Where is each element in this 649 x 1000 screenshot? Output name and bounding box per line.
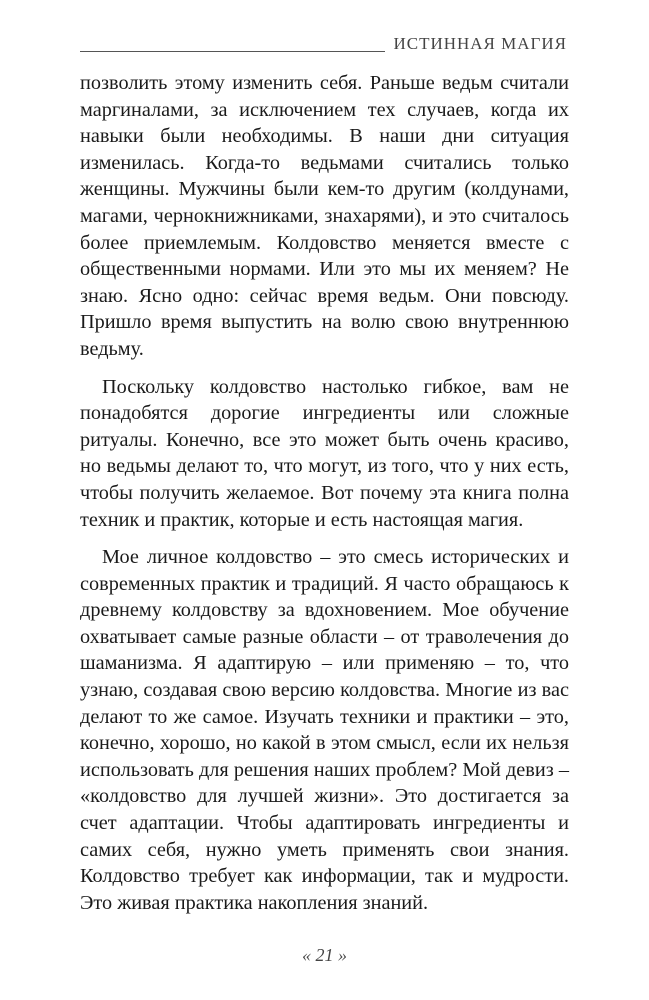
header-title: ИСТИННАЯ МАГИЯ: [393, 34, 567, 53]
page-number: « 21 »: [302, 945, 347, 965]
paragraph-2: Поскольку колдовство настолько гибкое, вам не понадобятся дорогие ингредиенты или сложные ритуалы. Конечно, все это может быть очень красиво, но ведьмы делают то, что могут, из того, что у них есть, чтобы получить желаемое. Вот почему эта книга полна техник и практик, которые и есть настоящая магия.: [80, 375, 569, 531]
paragraph-3: Мое личное колдовство – это смесь исторических и современных практик и традиций. Я часто обращаюсь к древнему колдовству за вдохновением. Мое обучение охватывает самые разные области – от траволечения до шаманизма. Я адаптирую – или применяю – то, что узнаю, создавая свою версию колдовства. Многие из вас делают то же самое. Изучать техники и практики – это, конечно, хорошо, но какой в этом смысл, если их нельзя использовать для решения наших проблем? Мой девиз – «колдовство для лучшей жизни». Это достигается за счет адаптации. Чтобы адаптировать ингредиенты и самих себя, нужно уметь применять свои знания. Колдовство требует как информации, так и мудрости. Это живая практика накопления знаний.: [80, 546, 569, 914]
running-header: [80, 30, 567, 54]
body-text: [80, 70, 569, 927]
paragraph-1: позволить этому изменить себя. Раньше ведьм считали маргиналами, за исключением тех случаев, когда их навыки были необходимы. В наши дни ситуация изменилась. Когда-то ведьмами считались только женщины. Мужчины были кем-то другим (колдунами, магами, чернокнижниками, знахарями), и это считалось более приемлемым. Колдовство меняется вместе с общественными нормами. Или это мы их меняем? Не знаю. Ясно одно: сейчас время ведьм. Они повсюду. Пришло время выпустить на волю свою внутреннюю ведьму.: [80, 72, 569, 360]
header-rule: [80, 51, 385, 52]
